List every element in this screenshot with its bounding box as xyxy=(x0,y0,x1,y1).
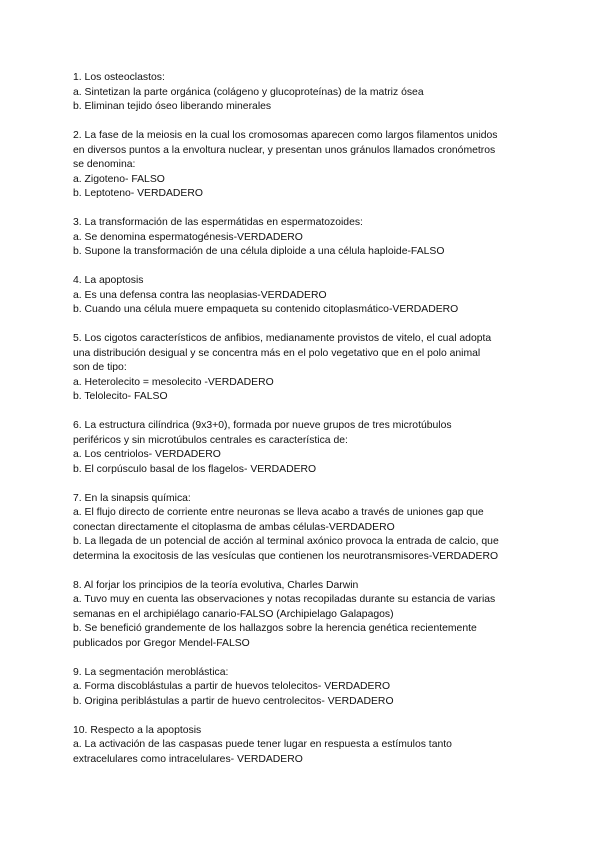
question-10 xyxy=(73,724,533,768)
question-line: a. El flujo directo de corriente entre neuronas se lleva acabo a través de uniones gap que xyxy=(73,507,484,518)
question-text: 9. La segmentación meroblástica: xyxy=(73,666,229,678)
question-text: 8. Al forjar los principios de la teoría evolutiva, Charles Darwin xyxy=(73,579,359,591)
question-text: 4. La apoptosis xyxy=(73,275,144,286)
question-line: a. Se denomina espermatogénesis-VERDADERO xyxy=(73,231,303,243)
question-line: b. Leptoteno- VERDADERO xyxy=(73,188,203,199)
question-line: b. Supone la transformación de una célula diploide a una célula haploide-FALSO xyxy=(73,246,445,257)
question-line: a. Tuvo muy en cuenta las observaciones y notas recopiladas durante su estancia de varias xyxy=(73,594,496,605)
question-line: b. Se benefició grandemente de los hallazgos sobre la herencia genética recientemente xyxy=(73,623,477,634)
question-line: b. La llegada de un potencial de acción al terminal axónico provoca la entrada de calcio, que xyxy=(73,536,499,547)
question-line: b. El corpúsculo basal de los flagelos- VERDADERO xyxy=(73,463,317,475)
question-line: a. Sintetizan la parte orgánica (colágeno y glucoproteínas) de la matriz ósea xyxy=(73,86,424,98)
question-9 xyxy=(73,666,533,710)
question-line: extracelulares como intracelulares- VERDADERO xyxy=(73,753,303,765)
question-4 xyxy=(73,274,533,318)
question-8 xyxy=(73,579,533,652)
question-line: conectan directamente el citoplasma de ambas células-VERDADERO xyxy=(73,521,395,533)
question-text: 6. La estructura cilíndrica (9x3+0), formada por nueve grupos de tres microtúbulos xyxy=(73,420,452,431)
question-text: 7. En la sinapsis química: xyxy=(73,492,191,504)
question-line: semanas en el archipiélago canario-FALSO (Archipielago Galapagos) xyxy=(73,608,394,620)
question-text: 5. Los cigotos característicos de anfibios, medianamente provistos de vitelo, el cual adopta xyxy=(73,333,492,344)
question-line: periféricos y sin microtúbulos centrales es característica de: xyxy=(73,434,348,446)
question-line: se denomina: xyxy=(73,159,136,170)
question-7 xyxy=(73,492,533,565)
question-text: 1. Los osteoclastos: xyxy=(73,72,165,83)
question-text: 2. La fase de la meiosis en la cual los cromosomas aparecen como largos filamentos unidos xyxy=(73,130,498,141)
question-6 xyxy=(73,419,533,477)
question-line: b. Telolecito- FALSO xyxy=(73,391,168,402)
question-line: a. Es una defensa contra las neoplasias-VERDADERO xyxy=(73,289,327,301)
question-5 xyxy=(73,332,533,405)
question-list xyxy=(73,71,533,782)
question-2 xyxy=(73,129,533,202)
question-line: en diversos puntos a la envoltura nuclear, y presentan unos gránulos llamados cronómetros xyxy=(73,144,496,156)
question-line: a. Forma discoblástulas a partir de huevos telolecitos- VERDADERO xyxy=(73,681,391,692)
question-text: 3. La transformación de las espermátidas en espermatozoides: xyxy=(73,217,363,228)
question-line: b. Origina periblástulas a partir de huevo centrolecitos- VERDADERO xyxy=(73,695,394,707)
question-3 xyxy=(73,216,533,260)
question-line: determina la exocitosis de las vesículas que contienen los neurotransmisores-VERDADERO xyxy=(73,550,499,562)
question-line: publicados por Gregor Mendel-FALSO xyxy=(73,637,250,649)
question-line: son de tipo: xyxy=(73,362,127,373)
question-1 xyxy=(73,71,533,115)
question-line: b. Eliminan tejido óseo liberando minerales xyxy=(73,101,272,112)
question-text: 10. Respecto a la apoptosis xyxy=(73,724,202,736)
question-line: a. La activación de las caspasas puede tener lugar en respuesta a estímulos tanto xyxy=(73,739,452,750)
question-line: una distribución desigual y se concentra más en el polo vegetativo que en el polo animal xyxy=(73,347,481,359)
question-line: b. Cuando una célula muere empaqueta su contenido citoplasmático-VERDADERO xyxy=(73,304,459,315)
question-line: a. Los centriolos- VERDADERO xyxy=(73,449,221,460)
question-line: a. Heterolecito = mesolecito -VERDADERO xyxy=(73,376,274,388)
question-line: a. Zigoteno- FALSO xyxy=(73,173,165,185)
